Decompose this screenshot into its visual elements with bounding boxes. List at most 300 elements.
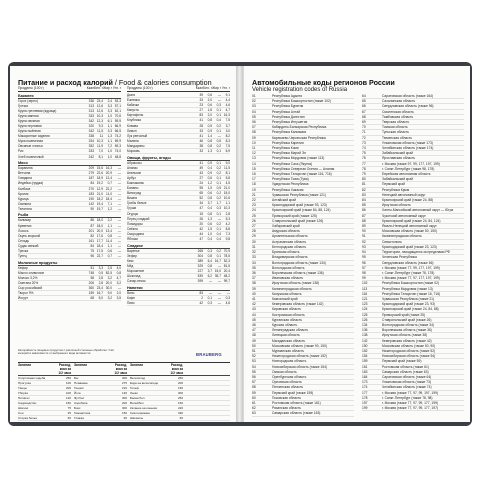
food-name: Овсяные хлопья [18,144,43,149]
food-value: 0,8 [107,233,112,238]
region-code: 177 [362,390,368,395]
region-name: Республика Адыгея [272,94,303,98]
activity-kcal: 210 [121,386,127,390]
header-fat: Жир г [103,86,112,90]
food-value: 0,5 [207,123,212,128]
region-name: Забайкальский край [382,177,413,182]
header-protein: Бел. г [94,86,103,90]
food-value: 1,0 [207,231,212,236]
food-value: 1,3 [107,134,112,139]
food-name: Кекс [127,258,134,263]
region-code: 142 [362,338,368,343]
food-value: 334 [88,139,94,144]
region-code: 03 [252,104,256,109]
region-name: Нижегородская область (также 152) [272,354,327,359]
header-product: Продукты (100 г) [18,86,44,90]
region-name: Архангельская область [272,234,308,239]
food-value: 2,0 [207,98,212,103]
region-name: Новосибирская область (также 54) [382,354,436,359]
food-name: Вишня [127,196,137,201]
food-value: 69,3 [114,144,121,149]
food-name: Дыня [127,93,135,97]
food-name: Лимон [127,128,137,133]
region-name: Республика Северная Осетия — Алания [272,166,335,171]
food-value: 313 [88,108,94,113]
food-value: 0,4 [216,237,221,242]
activity-kcal: 300 [121,396,127,400]
food-section-title: Молочные продукты [18,261,121,266]
food-value: 4,5 [225,181,230,185]
food-value: 2,0 [207,113,212,118]
region-code: 174 [362,385,368,390]
region-name: Республика Марий Эл [272,151,307,156]
region-code: 199 [362,406,368,411]
food-value: 4,7 [116,275,121,280]
activity-name: Уборка [18,391,28,395]
region-code: 57 [252,380,256,385]
region-code: 80 [362,177,366,182]
food-value: 62,1 [114,108,121,113]
activity-kcal: 60 [179,416,183,420]
food-value: 190 [88,196,94,201]
food-value: — [117,196,121,201]
region-name: Ставропольский край (также 126) [272,218,324,223]
food-value: 9,0 [107,291,112,296]
region-code: 96 [362,260,366,265]
food-value: 1,1 [107,243,112,248]
region-code: 05 [252,114,256,119]
activity-kcal: 150 [65,401,71,405]
food-value: 84 [90,181,94,186]
food-value: 1,1 [107,223,112,228]
food-value: — [217,295,221,300]
region-name: Московская область (также 90, 150) [272,343,328,348]
region-name: Рязанская область [272,406,301,411]
region-name: Пермский край (также 159) [272,390,314,395]
food-value: 33 [199,128,203,133]
activity-kcal: 200 [65,386,71,390]
food-value: 313 [88,103,94,108]
region-name: Республика Карелия [272,140,304,145]
region-code: 24 [252,208,256,213]
region-code: 59 [252,390,256,395]
food-value: 0,6 [207,175,212,180]
region-name: Приморский край (также 125) [272,213,317,218]
food-value: 2,8 [225,211,230,216]
food-value: — [117,171,121,176]
region-code: 36 [252,270,256,275]
food-value: 53,3 [114,98,121,103]
food-value: 0,9 [207,170,212,175]
food-value: 0,2 [216,170,221,175]
food-column-1 [18,86,121,306]
food-name: Кофе [127,295,136,300]
region-name: Вологодская область [272,265,305,270]
region-code: 67 [362,109,366,114]
food-name: Горох (зерно) [18,98,38,103]
food-value: — [117,186,121,191]
region-name: Чеченская Республика [382,255,417,260]
food-value: 12,3 [96,118,103,123]
food-value: 10,3 [96,139,103,144]
region-code: 06 [252,120,256,125]
food-value: 352 [88,144,94,149]
right-page-subtitle: Vehicle registration codes of Russia [252,87,348,93]
region-code: 91 [362,234,366,239]
region-name: г. Санкт-Петербург (также 98, 178) [382,166,435,171]
food-value: 12,6 [96,108,103,113]
region-code: 02 [252,99,256,104]
region-code: 65 [362,99,366,104]
region-name: Республика Алтай [272,109,301,114]
food-value: 0,1 [216,253,221,258]
region-code: 58 [252,385,256,390]
food-section-title: Напитки [127,286,230,291]
food-value: 338 [88,134,94,139]
region-name: Чувашская Республика (также 21) [382,296,435,301]
region-name: Республика Башкортостан (также 02) [382,281,440,286]
food-value: 22,6 [96,171,103,176]
food-value: 4,6 [225,103,230,108]
region-code: 27 [252,224,256,229]
food-value: 2 [201,295,203,300]
food-name: Макаронные изделия [18,134,50,139]
region-name: Кемеровская область (также 142) [272,302,324,307]
food-name: Лук репчатый [127,133,148,138]
region-name: Ханты-Мансийский автономный округ — Югра [382,208,454,213]
region-code: 126 [362,317,368,322]
food-value: 9,8 [225,237,230,242]
food-value: 41 [199,133,203,138]
food-value: — [217,216,221,221]
activity-kcal: 35 [67,411,71,415]
food-name: Молоко 3,2% [18,275,38,280]
food-value: 20,4 [223,269,230,273]
food-name: Мёд [127,263,134,268]
food-value: 0,3 [207,248,212,253]
region-name: Новосибирская область (также 154) [272,364,328,369]
region-name: Брянская область [272,250,300,255]
region-code: 84 [362,198,366,203]
activity-name: Теннис [74,386,84,390]
region-name: Краснодарский край (также 93, 123) [272,203,327,208]
activity-name: Баскетбол [130,396,145,400]
region-codes-column-2 [362,94,464,417]
region-code: 94 [362,250,366,255]
food-value: 0,2 [216,248,221,253]
header-activity: Занятия [18,363,31,367]
food-value: — [117,254,121,259]
food-name: Индейка (грудка) [18,181,44,186]
food-value: 333 [88,113,94,118]
food-value: 21,0 [96,191,103,196]
food-value: 18,4 [96,243,103,248]
region-name: Магаданская область [272,338,306,343]
food-value: 9,1 [225,93,230,97]
activity-name: Волейбол [130,401,144,405]
food-value: 1,0 [107,149,112,154]
food-name: Крупа перловая [18,123,42,128]
food-name: Апельсин [127,170,142,175]
food-value: 6,4 [207,258,212,263]
food-value: 0,8 [207,253,212,258]
region-code: 15 [252,166,256,171]
region-codes-table [252,94,464,417]
food-value: 336 [88,98,94,103]
food-name: Картофель [127,113,144,118]
food-value: 15,0 [214,269,221,273]
region-code: 89 [362,224,366,229]
region-name: Тюменская область [382,135,413,140]
food-value: 3,0 [225,128,230,133]
region-code: 22 [252,198,256,203]
activity-name: Глажка [74,416,84,420]
region-name: Ульяновская область (также 73) [382,380,432,385]
food-row [127,279,230,284]
food-name: Крупа манная [18,113,39,118]
food-value: 17,7 [96,238,103,243]
food-name: Говядина [18,176,32,181]
food-value: — [117,238,121,243]
food-value: 6,9 [225,149,230,154]
food-value: 7,3 [225,231,230,236]
activity-kcal: 150 [177,401,183,405]
activity-kcal: 200 [121,401,127,405]
food-value: 19,2 [96,181,103,186]
food-value: 0,7 [107,181,112,186]
activity-kcal: 75 [67,406,71,410]
activity-name: Садоводство [18,401,37,405]
food-name: Арбуз [127,175,136,180]
activity-table [18,362,230,421]
food-value: 74,2 [114,134,121,139]
food-name: Кефир [18,265,28,270]
food-value: 11,5 [97,129,103,134]
food-value: 187 [88,176,94,181]
food-value: 13,4 [105,228,112,233]
region-name: Республика Хакасия [272,187,304,192]
region-code: 08 [252,130,256,135]
food-name: Помидоры [127,221,143,226]
region-name: Чувашская Республика (также 121) [272,192,326,197]
food-value: 82 [90,233,94,238]
region-name: Воронежская область (также 36) [382,328,432,333]
food-value: — [117,286,121,291]
region-code: 50 [252,343,256,348]
title-en: / Food & calories consumption [112,78,212,87]
food-value: 99,7 [223,279,230,284]
region-name: Хабаровский край [272,224,300,229]
region-code: 53 [252,359,256,364]
region-name: Воронежская область (также 136) [272,270,324,275]
region-code: 152 [362,348,368,353]
food-value: 11,5 [224,165,230,170]
right-page [243,66,470,422]
food-value: 4,2 [225,221,230,226]
food-value: 0,9 [207,128,212,133]
food-value: 3,2 [116,281,121,285]
food-name: Груши [127,206,137,211]
food-value: 0,5 [98,270,103,275]
food-name: Виноград [127,191,142,196]
region-code: 82 [362,187,366,192]
food-name: Огурцы [127,211,139,216]
food-value: 41 [199,160,203,165]
food-value: 51 [90,265,94,270]
activity-kcal: 130 [121,391,127,395]
food-value: 44 [199,231,203,236]
region-name: Карачаево-Черкесская Республика [272,135,326,140]
food-value: 0,1 [216,226,221,231]
region-name: Кемеровская область (также 42) [382,338,432,343]
food-value: 242 [88,154,94,159]
activity-name: Танцы [18,386,27,390]
region-code: 33 [252,255,256,260]
food-value: 15 [199,211,203,216]
food-name: Зефир [127,253,137,258]
food-value: 0,2 [216,196,221,201]
food-value: 15,6 [96,166,103,171]
activity-name: Лыжи [130,391,138,395]
header-burn: Расход, ккал за 1/2 часа [114,363,127,375]
food-value: 0,8 [207,263,212,268]
food-row [18,207,121,212]
region-code: 19 [252,187,256,192]
region-code: 62 [252,406,256,411]
food-name: Телятина [18,206,32,211]
food-value: 0,3 [216,103,221,108]
region-name: Нижегородская область (также 52) [382,348,436,353]
food-value: 1,0 [107,154,112,159]
region-name: Кабардино-Балкарская Республика [272,125,327,130]
region-code: 159 [362,359,368,364]
food-value: 2,0 [116,291,121,296]
region-code: 68 [362,114,366,119]
right-page-title [252,78,466,87]
region-code: 116 [362,291,368,296]
activity-kcal: 100 [65,381,71,385]
food-value: 0,1 [216,108,221,113]
region-name: Саратовская область (также 64) [382,374,432,379]
region-code: 121 [362,296,368,301]
food-value: 11 [99,134,103,139]
food-value: 9,3 [98,123,103,128]
region-code: 79 [362,172,366,177]
region-code: 197 [362,400,368,405]
food-value: 74,0 [114,149,121,154]
region-name: г. Москва (также 77, 99, 177, 197, 199) [382,265,440,270]
region-code: 46 [252,322,256,327]
activity-name: Скалолазание [130,411,151,415]
region-code: 123 [362,302,368,307]
activity-kcal: 150 [177,386,183,390]
food-value: — [117,233,121,238]
region-code: 136 [362,328,368,333]
food-value: — [217,93,221,97]
region-name: Республика Мордовия (также 13) [382,286,433,291]
activity-kcal: 250 [177,376,183,380]
region-name: Красноярский край (также 24, 84, 88) [382,307,439,312]
region-code: 69 [362,120,366,125]
region-row [252,411,354,416]
food-name: Баранина [18,166,33,171]
region-code: 28 [252,229,256,234]
region-name: Территории, находящиеся за пределами РФ [382,250,451,255]
food-value: 0,3 [216,206,221,211]
region-name: Забайкальский край [382,151,413,156]
region-code: 97 [362,265,366,270]
food-value: 11,4 [106,238,112,243]
food-value: 0,4 [216,231,221,236]
region-code: 47 [252,328,256,333]
food-value: 81,5 [223,263,230,268]
food-value: 342 [88,118,94,123]
food-value: — [217,98,221,103]
activity-kcal: 250 [65,376,71,380]
food-value: 23,4 [96,98,103,103]
food-value: 34 [199,201,203,206]
region-name: Липецкая область [272,333,300,338]
food-value: 3,2 [107,296,112,301]
region-name: Краснодарский край (также 23, 123) [382,244,437,249]
food-value: 1,0 [107,113,112,118]
region-name: Тверская область [382,120,410,125]
food-value: — [117,249,121,254]
region-code: 78 [362,166,366,171]
region-name: Саратовская область (также 164) [382,94,434,98]
region-code: 74 [362,146,366,151]
region-code: 163 [362,369,368,374]
region-name: Астраханская область [272,239,307,244]
activity-name: Гимнастика [74,411,91,415]
food-value: 18,9 [96,176,103,181]
activity-name: Катание на коньках [130,406,158,410]
food-value: — [217,263,221,268]
region-code: 154 [362,354,368,359]
food-value: 0,5 [216,138,221,143]
region-name: г. Москва (также 77, 97, 99, 177, 199) [382,400,439,405]
food-value: 68 [90,296,94,301]
region-code: 29 [252,234,256,239]
food-value: — [217,133,221,138]
food-name: Вино [127,290,135,295]
food-value: 389 [197,258,203,263]
food-value: 201 [88,228,94,233]
food-value: — [117,181,121,186]
region-name: Тульская область [382,130,409,135]
food-value: 48,8 [114,154,121,159]
region-code: 88 [362,218,366,223]
region-code: 38 [252,281,256,286]
region-code: 56 [252,374,256,379]
region-code: 125 [362,312,368,317]
food-value: 1,2 [107,206,112,211]
food-value: 1,5 [207,226,212,231]
food-value: 3,7 [225,123,230,128]
region-name: г. Москва (также 77, 97, 99, 177, 197) [382,406,439,411]
region-name: Республика Дагестан [272,114,305,119]
food-value: 142 [88,201,94,206]
region-name: Республика Мордовия (также 113) [272,156,325,161]
region-code: 99 [362,276,366,281]
food-value: 8,3 [225,138,230,143]
region-name: Калининградская область [272,286,312,291]
food-value: 161 [88,238,94,243]
food-name: Йогурт [18,296,28,301]
food-value: — [208,279,212,284]
region-name: Самарская область (также 63) [382,369,429,374]
region-name: Орловская область [272,380,302,385]
